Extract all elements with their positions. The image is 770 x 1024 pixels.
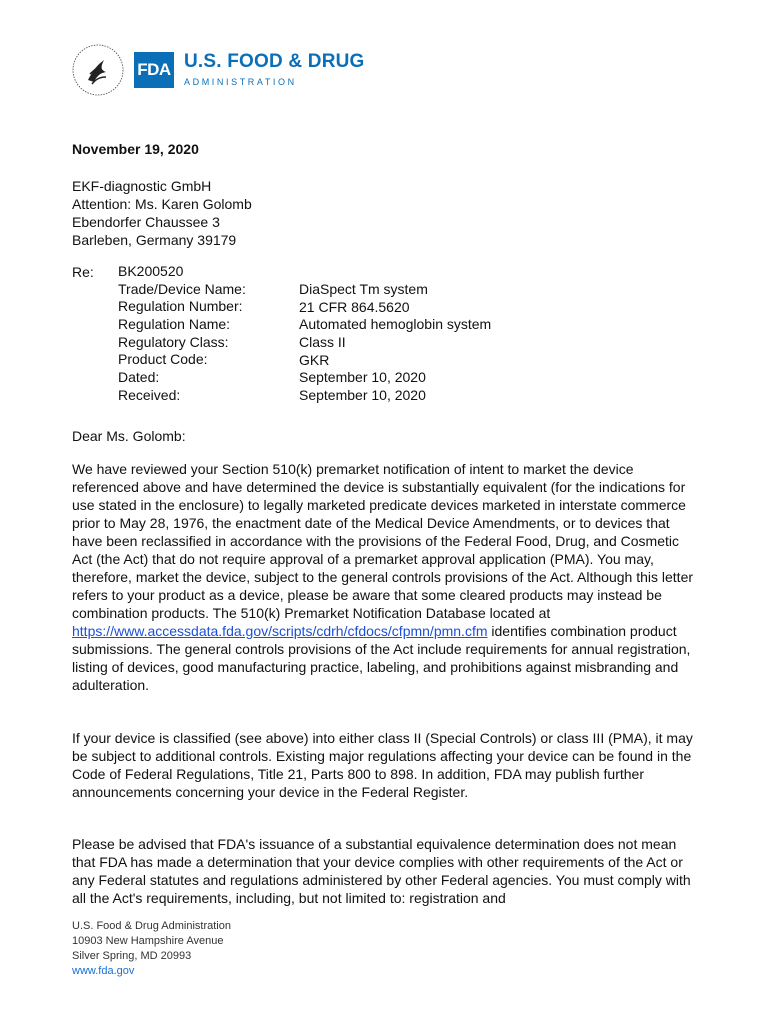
field-value: GKR: [299, 351, 330, 368]
paragraph-text: We have reviewed your Section 510(k) premarket notification of intent to market the device referenced above and have determined the device is substantially equivalent (for the indications for use stated in the enclosure) to legally marketed predicate devices marketed in interstate commerce prior to May 28, 1976, the enactment date of the Medical Device Amendments, or to devices that have been reclassified in accordance with the provisions of the Federal Food, Drug, and Cosmetic Act (the Act) that do not require approval of a premarket approval application (PMA). You may, therefore, market the device, subject to the general controls provisions of the Act. Although this letter refers to your product as a device, please be aware that some cleared products may instead be combination products. The 510(k) Premarket Notification Database located at: [72, 461, 694, 621]
field-label: Dated:: [118, 369, 160, 386]
recipient-line: EKF-diagnostic GmbH: [72, 178, 212, 194]
field-label: Trade/Device Name:: [118, 280, 246, 297]
body-paragraph-2: If your device is classified (see above) into either class II (Special Controls) or class III (PMA), it may be subject to additional controls. Existing major regulations affecting your device can be found in the Code of Federal Regulations, Title 21, Parts 800 to 898. In addition, FDA may publish further announcements concerning your device in the Federal Register.: [72, 730, 693, 800]
hhs-seal-icon: [70, 42, 126, 98]
paragraph-text: identifies combination product submissions. The general controls provisions of the Act include requirements for annual registration, listing of devices, good manufacturing practice, labeling, and prohibitions against misbranding and adulteration.: [72, 623, 691, 693]
fda-logo: [70, 42, 365, 98]
footer-line: U.S. Food & Drug Administration: [72, 920, 231, 932]
fda-website-link[interactable]: www.fda.gov: [72, 965, 135, 977]
field-value: Automated hemoglobin system: [299, 316, 492, 333]
body-paragraph-1: [72, 460, 697, 694]
field-label: Regulation Number:: [118, 298, 243, 315]
re-label: Re:: [72, 264, 94, 280]
agency-name: U.S. FOOD & DRUG: [184, 51, 365, 72]
field-label: Product Code:: [118, 351, 208, 368]
pmn-database-link[interactable]: https://www.accessdata.fda.gov/scripts/cdrh/cfdocs/cfpmn/pmn.cfm: [72, 623, 488, 639]
field-label: Regulation Name:: [118, 316, 231, 333]
field-value: 21 CFR 864.5620: [299, 298, 410, 315]
recipient-line: Ebendorfer Chaussee 3: [72, 214, 220, 230]
re-field-values: [299, 281, 491, 405]
field-value: September 10, 2020: [299, 387, 426, 404]
recipient-address: [72, 177, 697, 249]
agency-subtitle: ADMINISTRATION: [184, 77, 297, 87]
recipient-line: Attention: Ms. Karen Golomb: [72, 196, 252, 212]
fda-mark: FDA: [134, 52, 174, 88]
field-value: September 10, 2020: [299, 369, 426, 386]
reference-number: BK200520: [118, 263, 184, 279]
recipient-line: Barleben, Germany 39179: [72, 232, 237, 248]
footer-address: [72, 919, 231, 979]
footer-line: Silver Spring, MD 20993: [72, 950, 192, 962]
salutation: Dear Ms. Golomb:: [72, 428, 186, 444]
re-field-labels: [118, 263, 246, 405]
field-value: DiaSpect Tm system: [299, 281, 428, 297]
field-label: Regulatory Class:: [118, 333, 229, 350]
field-value: Class II: [299, 334, 346, 351]
body-paragraph-3: Please be advised that FDA's issuance of a substantial equivalence determination does not mean that FDA has made a determination that your device complies with other requirements of the Act or any Federal statutes and regulations administered by other Federal agencies. You must comply with all the Act's requirements, including, but not limited to: registration and: [72, 836, 691, 906]
field-label: Received:: [118, 386, 181, 403]
footer-line: 10903 New Hampshire Avenue: [72, 935, 224, 947]
letter-date: November 19, 2020: [72, 141, 199, 157]
